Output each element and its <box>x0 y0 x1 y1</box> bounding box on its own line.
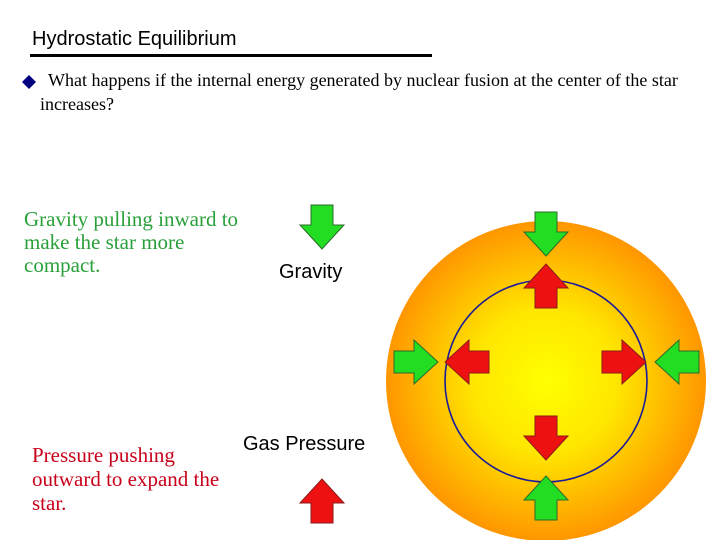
slide-title: Hydrostatic Equilibrium <box>32 28 237 50</box>
question-text: What happens if the internal energy generated by nuclear fusion at the center of the star increases? <box>40 70 678 114</box>
gravity-label: Gravity <box>279 261 343 283</box>
pressure-legend-arrow-icon <box>300 479 344 523</box>
gravity-legend-arrow-icon <box>300 205 344 249</box>
pressure-description: Pressure pushing outward to expand the star. <box>32 443 220 515</box>
gravity-description: Gravity pulling inward to make the star more compact. <box>24 207 239 277</box>
gas-pressure-label: Gas Pressure <box>243 433 366 455</box>
